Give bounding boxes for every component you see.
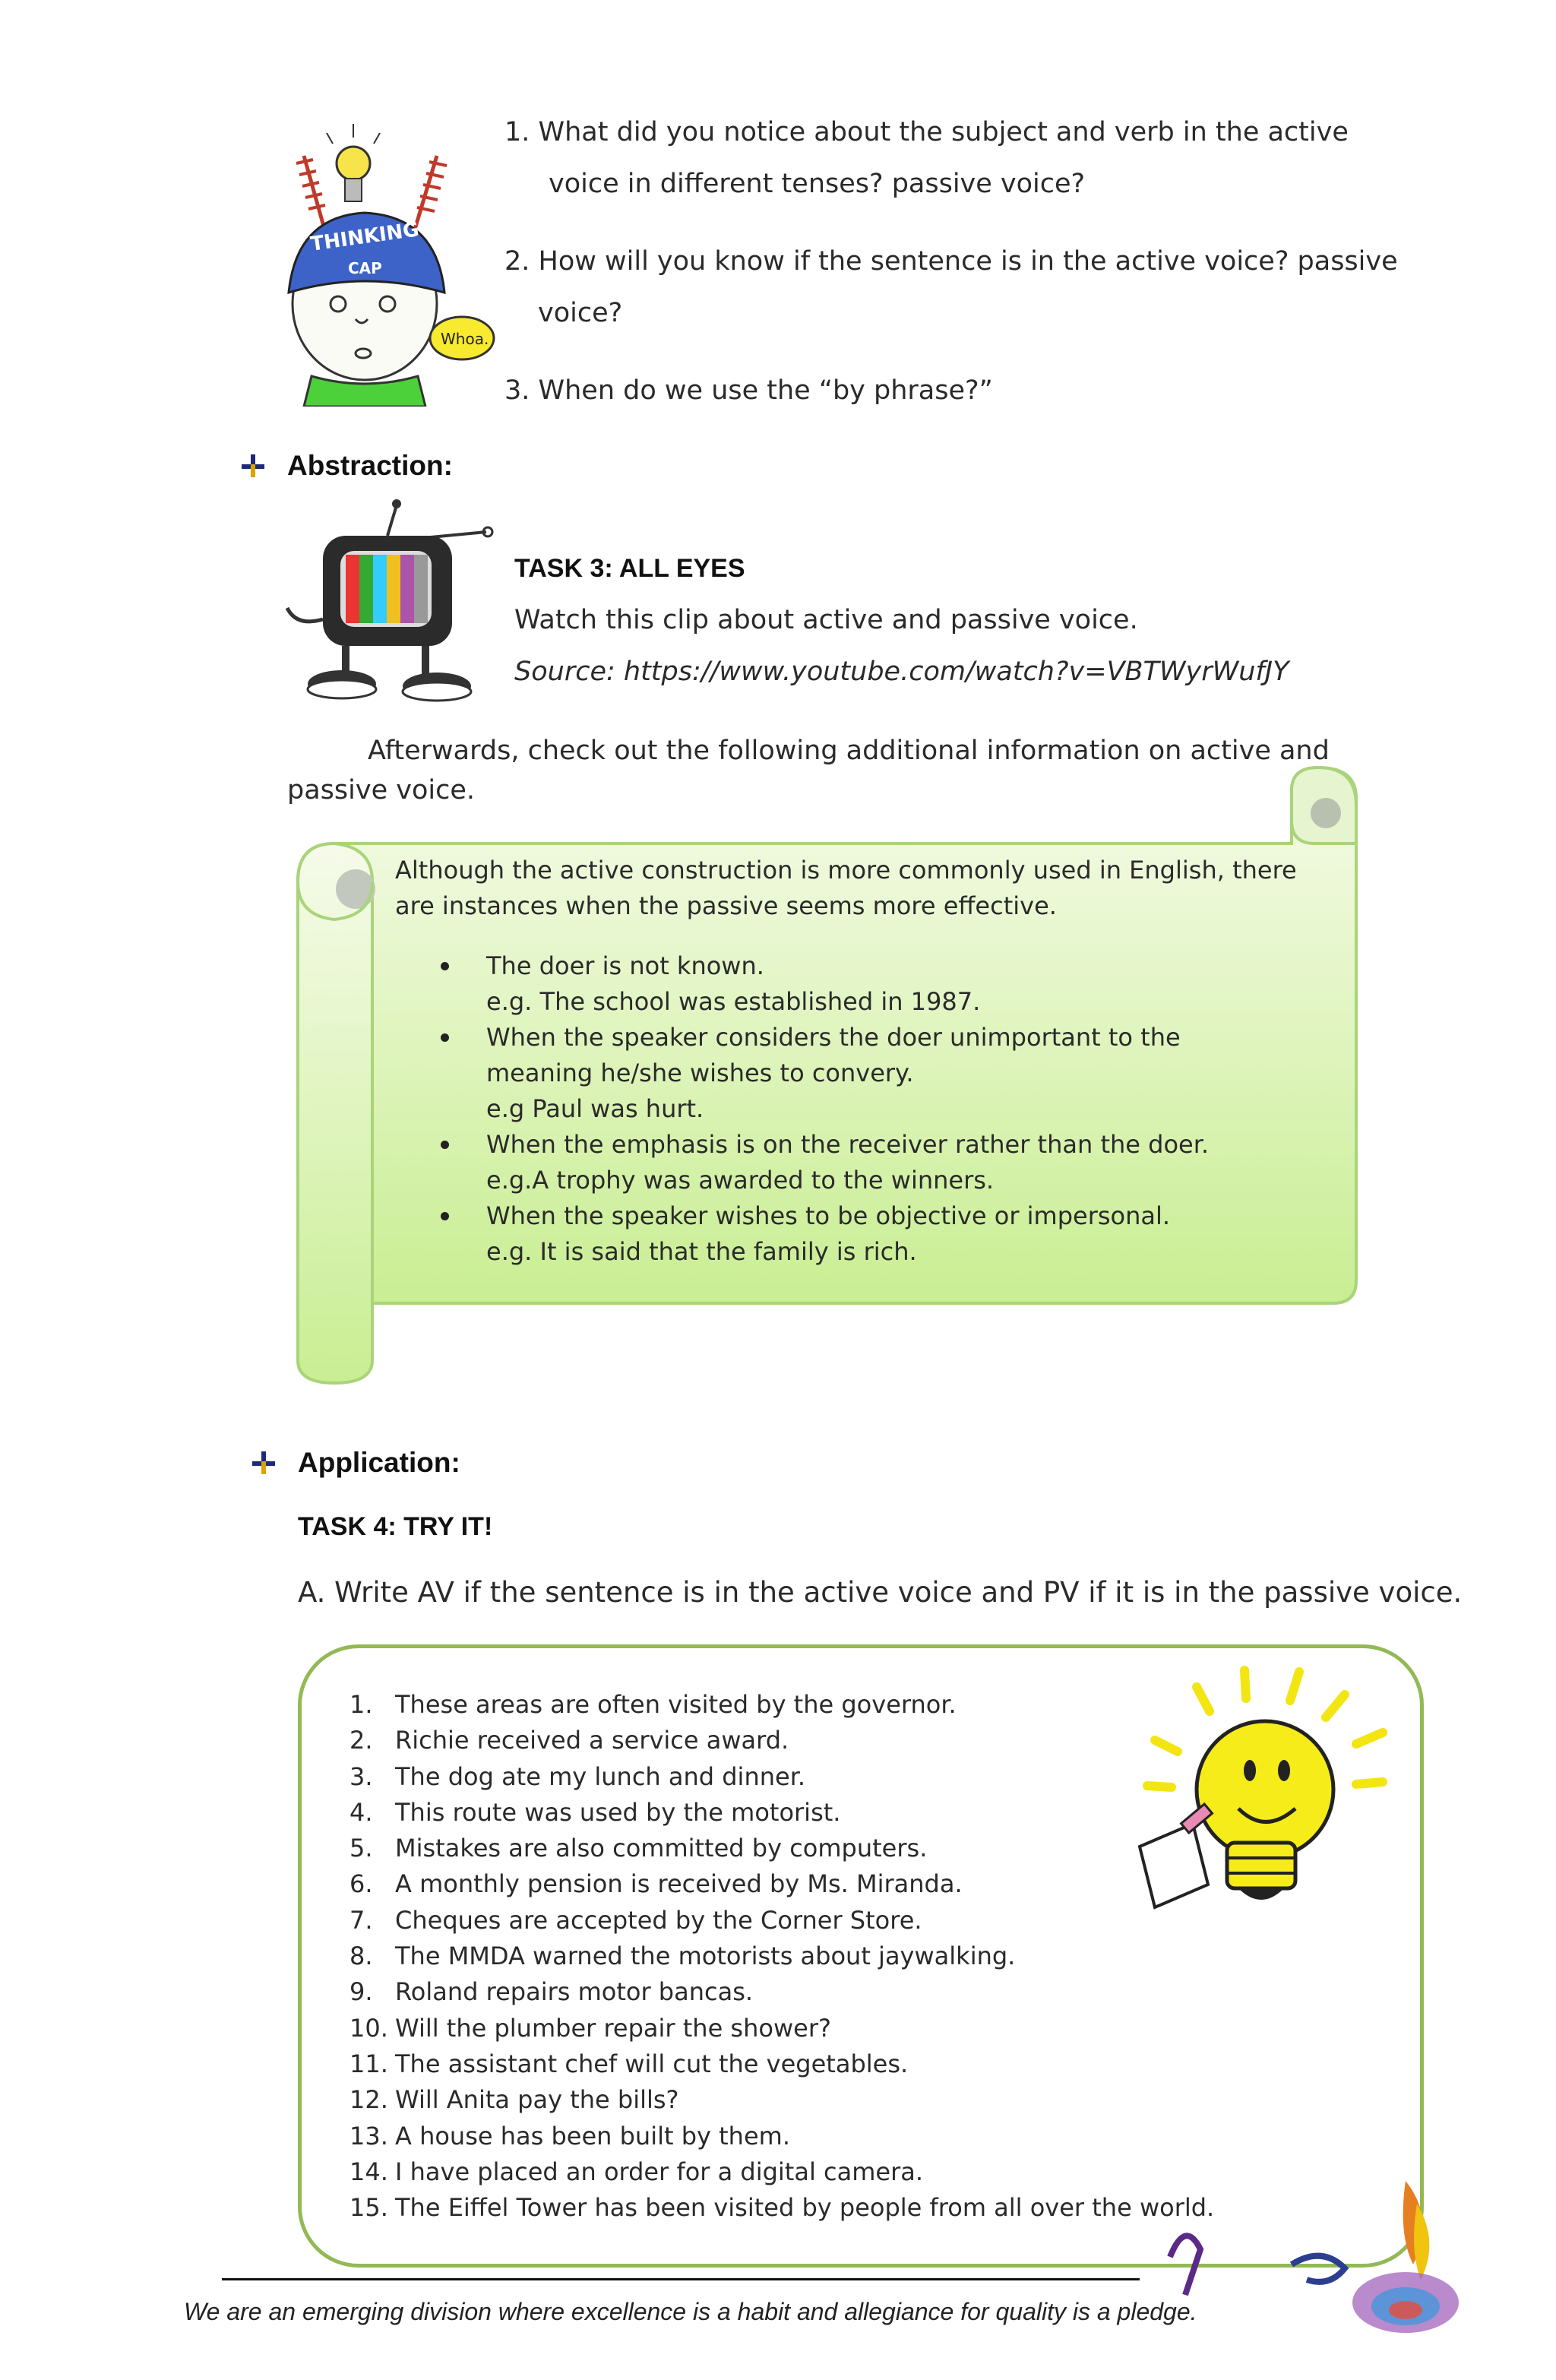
footer-motto: We are an emerging division where excellence is a habit and allegiance for quality is a pledge. — [184, 2298, 1197, 2325]
sentence-text: I have placed an order for a digital camera. — [395, 2157, 924, 2186]
task-3-title: TASK 3: ALL EYES — [514, 554, 745, 583]
footer-divider — [222, 2278, 1140, 2280]
sentence-number: 10. — [349, 2013, 388, 2043]
sentence-item — [349, 2119, 1261, 2154]
bullet-dot-icon — [441, 962, 449, 970]
scroll-item-3-line2: e.g.A trophy was awarded to the winners. — [486, 1166, 995, 1195]
sentence-number: 5. — [349, 1834, 373, 1863]
scroll-content — [395, 853, 1322, 1270]
question-2-line2: voice? — [538, 298, 623, 328]
scroll-intro-line1: Although the active construction is more commonly used in English, there — [395, 856, 1297, 885]
question-3-line1: 3. When do we use the “by phrase?” — [504, 375, 993, 406]
task-4-title: TASK 4: TRY IT! — [298, 1512, 493, 1541]
lightbulb-illustration — [1124, 1657, 1406, 1938]
sentence-text: These areas are often visited by the governor. — [395, 1690, 957, 1719]
abstraction-heading: Abstraction: — [287, 450, 453, 481]
scroll-bullet-item — [395, 948, 1322, 1020]
scroll-bullet-item — [395, 1127, 1322, 1198]
task-3-instruction: Watch this clip about active and passive voice. — [514, 605, 1138, 635]
afterwards-line2: passive voice. — [287, 775, 475, 805]
scroll-item-4-line2: e.g. It is said that the family is rich. — [486, 1237, 917, 1266]
scroll-item-2-line1: When the speaker considers the doer unimportant to the — [486, 1023, 1181, 1052]
sentence-item — [349, 1974, 1261, 2010]
application-heading: Application: — [298, 1447, 460, 1478]
sentence-number: 2. — [349, 1726, 373, 1755]
sentence-text: The MMDA warned the motorists about jaywalking. — [395, 1942, 1016, 1971]
sentence-text: The dog ate my lunch and dinner. — [395, 1761, 806, 1791]
sentence-text: Richie received a service award. — [395, 1726, 789, 1755]
sentence-text: Will the plumber repair the shower? — [395, 2013, 831, 2043]
arrow-bullet-icon — [251, 1450, 277, 1476]
bullet-dot-icon — [441, 1212, 449, 1220]
sentence-text: A house has been built by them. — [395, 2121, 790, 2151]
thinking-cap-illustration — [266, 118, 532, 407]
scroll-item-4-line1: When the speaker wishes to be objective or impersonal. — [486, 1201, 1171, 1230]
speech-bubble-text: Whoa. — [441, 330, 489, 348]
question-2 — [504, 245, 1398, 330]
sentence-number: 12. — [349, 2085, 388, 2115]
sentence-number: 13. — [349, 2121, 388, 2151]
tv-illustration — [281, 498, 501, 711]
sentence-item — [349, 2046, 1261, 2082]
scroll-item-2-line3: e.g Paul was hurt. — [486, 1094, 704, 1123]
afterwards-line1: Afterwards, check out the following additional information on active and — [368, 736, 1330, 766]
cap-text: THINKING — [308, 218, 421, 256]
sentence-number: 7. — [349, 1905, 373, 1935]
sentence-number: 14. — [349, 2157, 388, 2186]
sentence-text: Roland repairs motor bancas. — [395, 1977, 754, 2007]
arrow-bullet-icon — [240, 453, 266, 479]
scroll-intro-line2: are instances when the passive seems more effective. — [395, 891, 1057, 920]
question-3 — [504, 374, 993, 407]
question-1 — [504, 116, 1349, 201]
sentence-number: 1. — [349, 1690, 373, 1719]
sentence-number: 4. — [349, 1797, 373, 1827]
bullet-dot-icon — [441, 1033, 449, 1042]
cap-subtext: CAP — [348, 259, 382, 277]
scroll-bullet-item — [395, 1020, 1322, 1127]
sentence-text: Cheques are accepted by the Corner Store. — [395, 1905, 922, 1935]
sentence-item — [349, 1938, 1261, 1974]
scroll-item-2-line2: meaning he/she wishes to convery. — [486, 1059, 914, 1087]
sentence-text: This route was used by the motorist. — [395, 1797, 841, 1827]
sentence-number: 11. — [349, 2049, 388, 2078]
sentence-text: The Eiffel Tower has been visited by people from all over the world. — [395, 2193, 1215, 2223]
sentence-number: 9. — [349, 1977, 373, 2007]
scroll-item-3-line1: When the emphasis is on the receiver rather than the doer. — [486, 1130, 1210, 1159]
sentence-item — [349, 2082, 1261, 2118]
question-1-line1: 1. What did you notice about the subject and verb in the active — [504, 117, 1349, 147]
division-logo — [1155, 2173, 1474, 2340]
scroll-bullet-item — [395, 1198, 1322, 1270]
sentence-number: 15. — [349, 2193, 388, 2223]
scroll-item-1-line1: The doer is not known. — [486, 951, 764, 980]
scroll-item-1-line2: e.g. The school was established in 1987. — [486, 987, 981, 1016]
sentence-text: A monthly pension is received by Ms. Miranda. — [395, 1869, 963, 1899]
task-3-source: Source: https://www.youtube.com/watch?v=VBTWyrWufJY — [514, 657, 1289, 687]
sentence-number: 6. — [349, 1869, 373, 1899]
task-4-instruction: A. Write AV if the sentence is in the active voice and PV if it is in the passive voice. — [298, 1576, 1463, 1609]
scroll-bullet-list — [395, 948, 1322, 1270]
sentence-item — [349, 2154, 1261, 2190]
question-1-line2: voice in different tenses? passive voice? — [549, 169, 1086, 199]
sentence-item — [349, 2190, 1261, 2226]
sentence-number: 3. — [349, 1761, 373, 1791]
sentence-number: 8. — [349, 1942, 373, 1971]
sentence-text: The assistant chef will cut the vegetables. — [395, 2049, 909, 2078]
sentence-item — [349, 2011, 1261, 2046]
sentence-text: Will Anita pay the bills? — [395, 2085, 679, 2115]
bullet-dot-icon — [441, 1141, 449, 1149]
question-2-line1: 2. How will you know if the sentence is in the active voice? passive — [504, 246, 1398, 277]
sentence-text: Mistakes are also committed by computers. — [395, 1834, 928, 1863]
